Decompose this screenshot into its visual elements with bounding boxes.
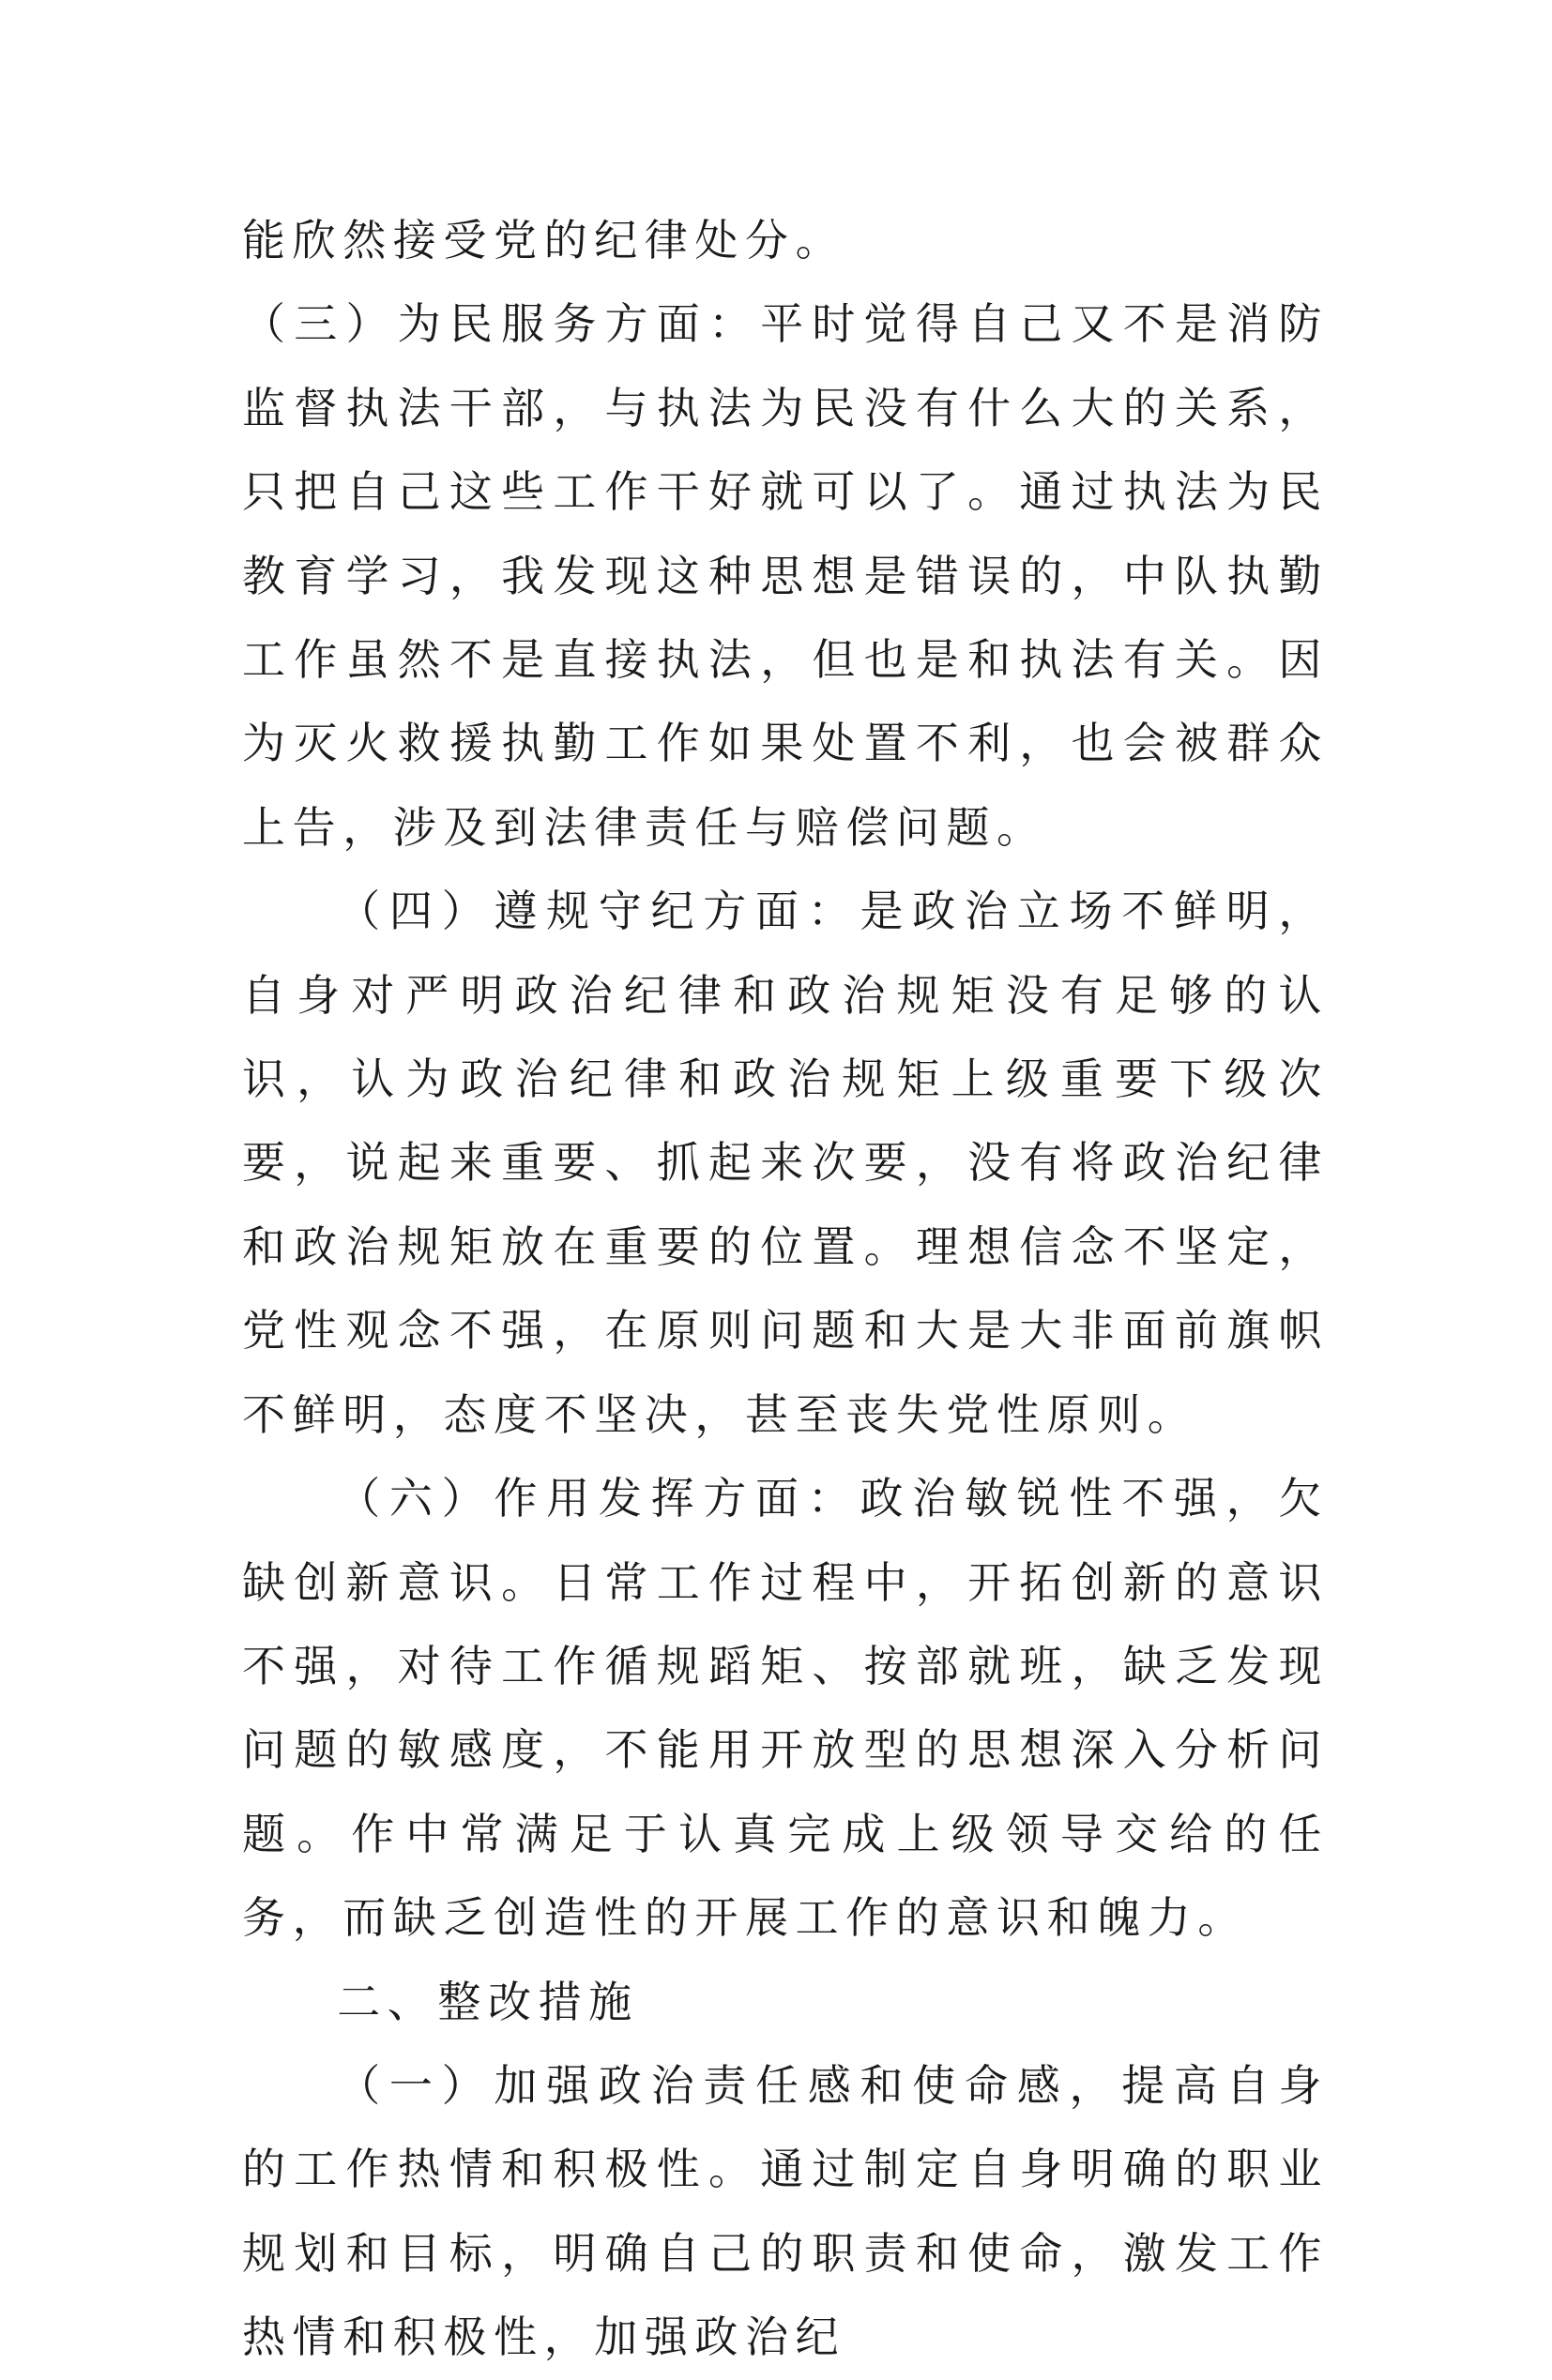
paragraph-service-to-people: （三）为民服务方面：平时觉得自己又不是消防监督执法干部，与执法为民没有什么大的关系，只把自己这些工作干好就可以了。通过执法为民教育学习，我发现这种思想是错误的，中队执勤工作虽然不是直接执法，但也是和执法有关。因为灭火救援执勤工作如果处置不利，也会被群众上告，涉及到法律责任与赔偿问题。 (242, 298, 1329, 853)
paragraph-role-play: （六）作用发挥方面：政治敏锐性不强，欠缺创新意识。日常工作过程中，开拓创新的意识不强，对待工作循规蹈矩、按部就班，缺乏发现问题的敏感度，不能用开放型的思想深入分析问题。作中常满足于认真完成上级领导交给的任务，而缺乏创造性的开展工作的意识和魄力。 (242, 1473, 1329, 1944)
section-heading-rectification: 二、整改措施 (337, 1976, 639, 2027)
paragraph-discipline: （四）遵规守纪方面：是政治立场不鲜明，自身对严明政治纪律和政治规矩没有足够的认识，认为政治纪律和政治规矩上级重要下级次要，说起来重要、抓起来次要，没有将政治纪律和政治规矩放在重要的位置。理想信念不坚定，党性观念不强，在原则问题和大是大非面前旗帜不鲜明，态度不坚决，甚至丧失党性原则。 (242, 886, 1329, 1440)
paragraph-continuation: 能欣然接受党的纪律处分。 (242, 215, 846, 265)
document-body (242, 199, 1329, 2380)
paragraph-measure-one: （一）加强政治责任感和使命感，提高自身的工作热情和积极性。通过制定自身明确的职业规划和目标，明确自己的职责和使命，激发工作热情和积极性，加强政治纪 (242, 2059, 1329, 2363)
